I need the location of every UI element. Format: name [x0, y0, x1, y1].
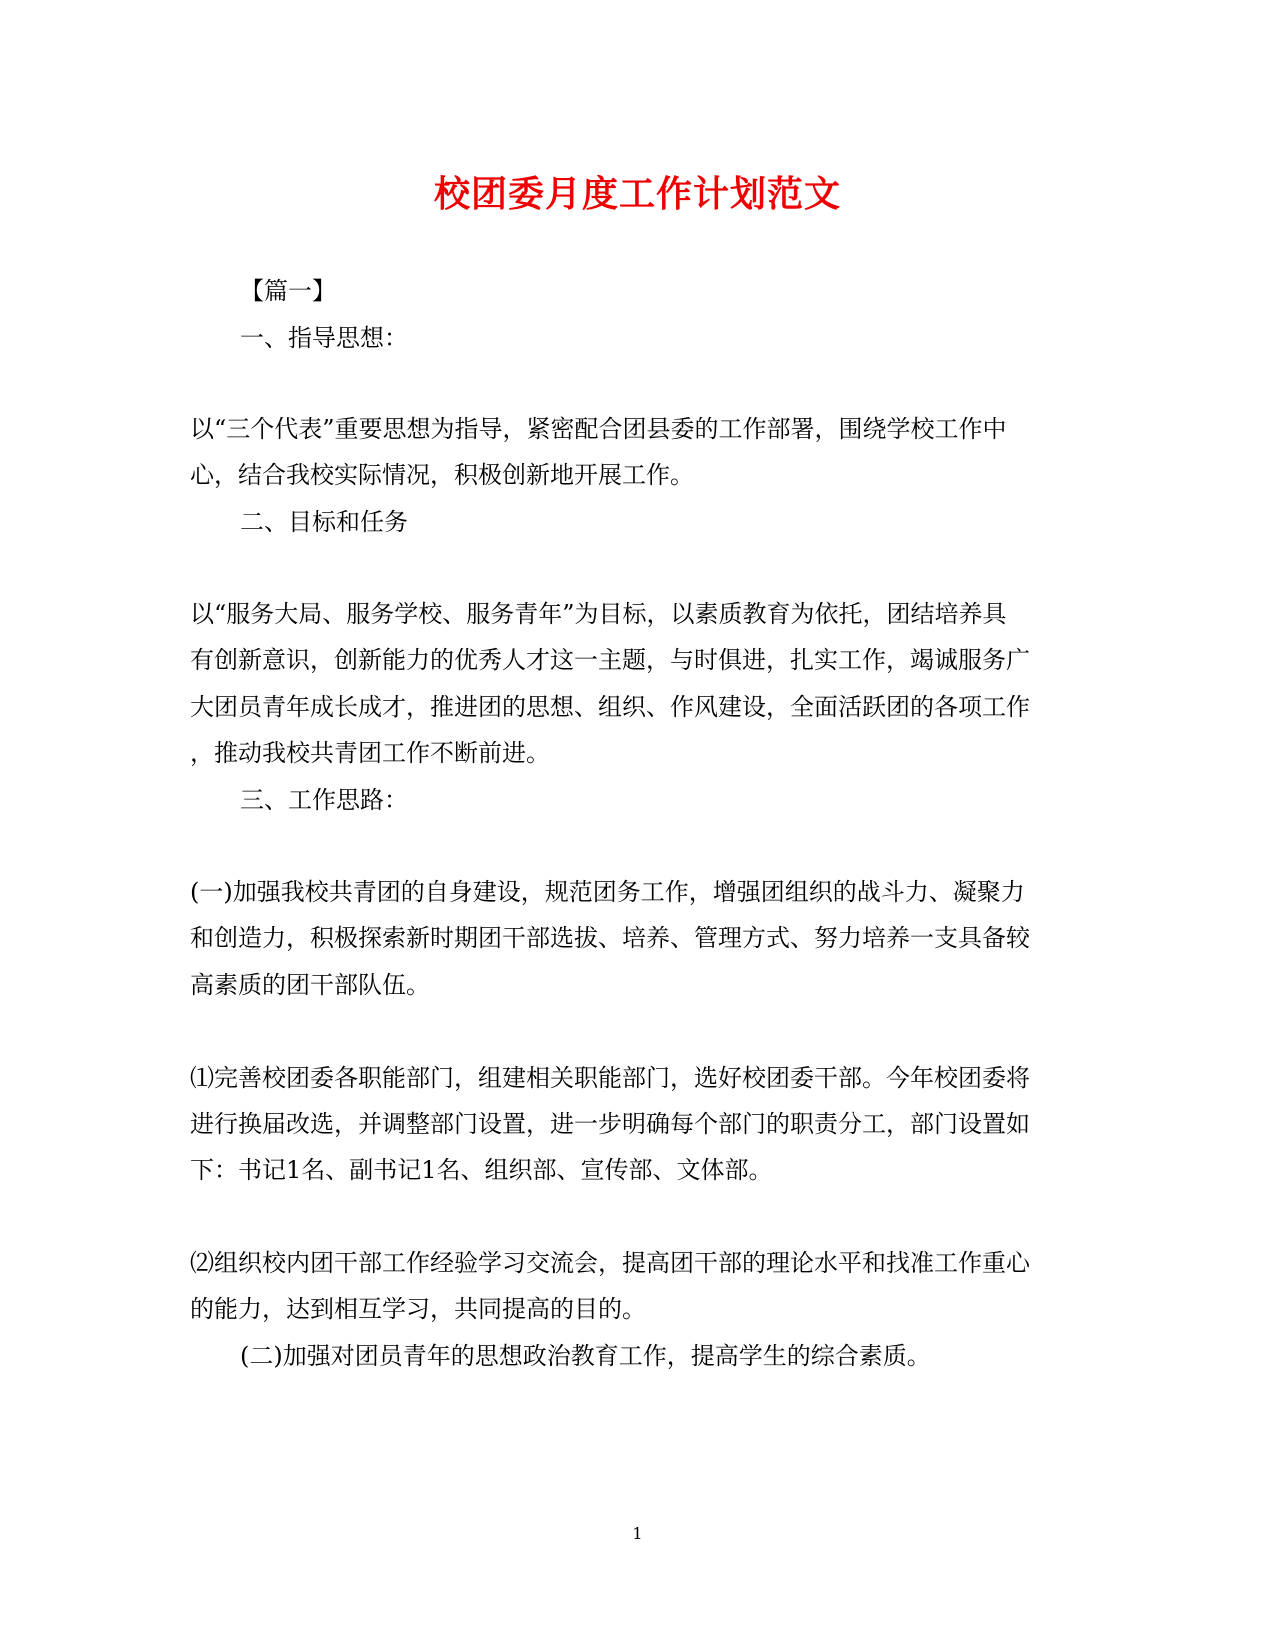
section-tag: 【篇一】 — [240, 277, 336, 305]
heading-work-approach: 三、工作思路： — [240, 786, 408, 814]
paragraph-line: 心，结合我校实际情况，积极创新地开展工作。 — [190, 461, 694, 489]
page-number: 1 — [632, 1524, 643, 1543]
paragraph-line: 以“服务大局、服务学校、服务青年”为目标，以素质教育为依托，团结培养具 — [190, 600, 1007, 628]
paragraph-line: 以“三个代表”重要思想为指导，紧密配合团县委的工作部署，围绕学校工作中 — [190, 415, 1007, 443]
paragraph-line: ⑴完善校团委各职能部门，组建相关职能部门，选好校团委干部。今年校团委将 — [190, 1064, 1030, 1092]
paragraph-line: (二)加强对团员青年的思想政治教育工作，提高学生的综合素质。 — [240, 1342, 931, 1370]
paragraph-line: (一)加强我校共青团的自身建设，规范团务工作，增强团组织的战斗力、凝聚力 — [190, 878, 1025, 906]
paragraph-line: 大团员青年成长成才，推进团的思想、组织、作风建设，全面活跃团的各项工作 — [190, 693, 1030, 721]
paragraph-line: 进行换届改选，并调整部门设置，进一步明确每个部门的职责分工，部门设置如 — [190, 1110, 1030, 1138]
heading-goals-tasks: 二、目标和任务 — [240, 508, 408, 536]
heading-guiding-ideology: 一、指导思想： — [240, 324, 408, 352]
paragraph-line: ，推动我校共青团工作不断前进。 — [190, 739, 550, 767]
paragraph-line: 高素质的团干部队伍。 — [190, 971, 430, 999]
paragraph-line: 下：书记1名、副书记1名、组织部、宣传部、文体部。 — [190, 1156, 773, 1184]
paragraph-line: 的能力，达到相互学习，共同提高的目的。 — [190, 1295, 646, 1323]
paragraph-line: ⑵组织校内团干部工作经验学习交流会，提高团干部的理论水平和找准工作重心 — [190, 1249, 1030, 1277]
paragraph-line: 有创新意识，创新能力的优秀人才这一主题，与时俱进，扎实工作，竭诚服务广 — [190, 646, 1030, 674]
document-title: 校团委月度工作计划范文 — [433, 173, 841, 215]
paragraph-line: 和创造力，积极探索新时期团干部选拔、培养、管理方式、努力培养一支具备较 — [190, 924, 1030, 952]
